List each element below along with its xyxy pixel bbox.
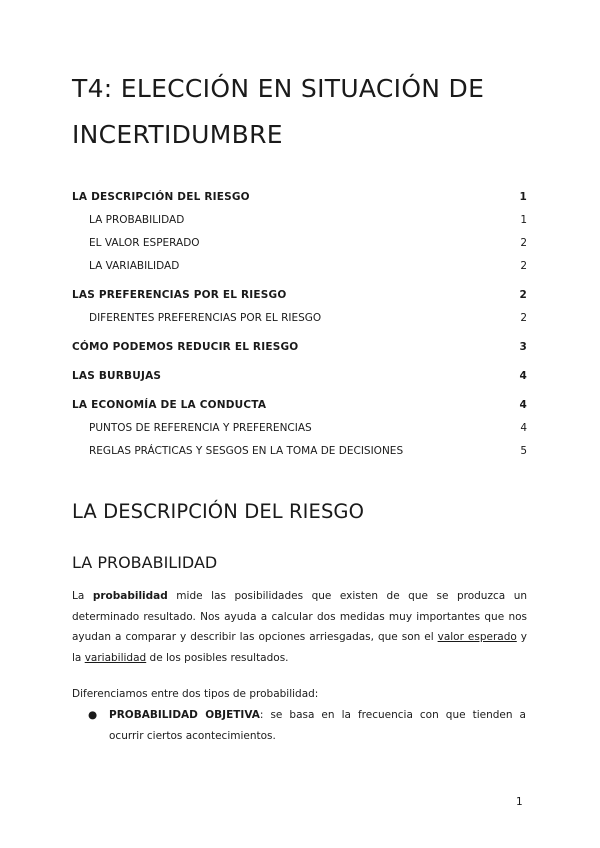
- toc-entry-label: LAS BURBUJAS: [72, 370, 162, 382]
- toc-entry-label: CÓMO PODEMOS REDUCIR EL RIESGO: [72, 341, 299, 353]
- paragraph-text: mide las posibilidades que existen de que se produzca un determinado resultado. Nos ayuda a calcular dos medidas muy importantes que nos ayudan a comparar y describir las opciones arriesgadas, que son el: [72, 590, 528, 643]
- paragraph-text: La: [72, 590, 93, 602]
- toc-entry-page: 5: [520, 445, 527, 457]
- toc-entry[interactable]: [72, 417, 527, 440]
- body-paragraph: [72, 586, 527, 668]
- document-title: T4: ELECCIÓN EN SITUACIÓN DE INCERTIDUMBRE: [72, 74, 485, 149]
- toc-entry[interactable]: [72, 186, 527, 209]
- toc-entry-page: 3: [519, 341, 527, 353]
- toc-entry[interactable]: [72, 209, 527, 232]
- toc-entry-label: REGLAS PRÁCTICAS Y SESGOS EN LA TOMA DE DECISIONES: [89, 445, 404, 457]
- table-of-contents: [72, 186, 527, 463]
- term-underlined: valor esperado: [437, 631, 517, 643]
- toc-entry-page: 2: [520, 312, 527, 324]
- bullet-item: [88, 705, 526, 746]
- bullet-rest: : se basa en la frecuencia con que tienden a ocurrir ciertos acontecimientos.: [109, 709, 526, 742]
- toc-entry[interactable]: [72, 394, 527, 417]
- term-bold: probabilidad: [92, 590, 168, 602]
- toc-entry-label: LA DESCRIPCIÓN DEL RIESGO: [72, 191, 250, 203]
- toc-entry[interactable]: [72, 232, 527, 255]
- toc-entry-page: 2: [519, 289, 527, 301]
- subsection-heading: LA PROBABILIDAD: [72, 553, 218, 572]
- toc-entry-label: LAS PREFERENCIAS POR EL RIESGO: [72, 289, 287, 301]
- toc-entry-label: LA VARIABILIDAD: [89, 260, 180, 272]
- bullet-bold: PROBABILIDAD OBJETIVA: [109, 709, 260, 721]
- toc-entry-label: LA ECONOMÍA DE LA CONDUCTA: [72, 399, 267, 411]
- toc-entry-label: EL VALOR ESPERADO: [89, 237, 200, 249]
- toc-entry[interactable]: [72, 307, 527, 330]
- paragraph-text: de los posibles resultados.: [146, 651, 289, 664]
- body-paragraph-2: Diferenciamos entre dos tipos de probabilidad:: [72, 688, 319, 700]
- page-number: 1: [516, 796, 523, 808]
- toc-entry[interactable]: [72, 336, 527, 359]
- toc-entry-label: PUNTOS DE REFERENCIA Y PREFERENCIAS: [89, 422, 312, 434]
- toc-entry-page: 4: [520, 422, 527, 434]
- toc-entry-label: LA PROBABILIDAD: [89, 214, 185, 226]
- bullet-text: [109, 705, 526, 746]
- toc-entry[interactable]: [72, 255, 527, 278]
- toc-entry-page: 1: [520, 214, 527, 226]
- toc-entry-page: 1: [519, 191, 527, 203]
- toc-entry-page: 4: [519, 370, 527, 382]
- toc-entry[interactable]: [72, 440, 527, 463]
- toc-entry-page: 2: [520, 237, 527, 249]
- toc-entry-label: DIFERENTES PREFERENCIAS POR EL RIESGO: [89, 312, 322, 324]
- section-heading: LA DESCRIPCIÓN DEL RIESGO: [72, 500, 365, 523]
- toc-entry[interactable]: [72, 284, 527, 307]
- paragraph-text: y la: [72, 631, 527, 664]
- toc-entry-page: 4: [519, 399, 527, 411]
- bullet-icon: ●: [88, 709, 98, 721]
- toc-entry-page: 2: [520, 260, 527, 272]
- toc-entry[interactable]: [72, 365, 527, 388]
- term-underlined: variabilidad: [84, 651, 147, 664]
